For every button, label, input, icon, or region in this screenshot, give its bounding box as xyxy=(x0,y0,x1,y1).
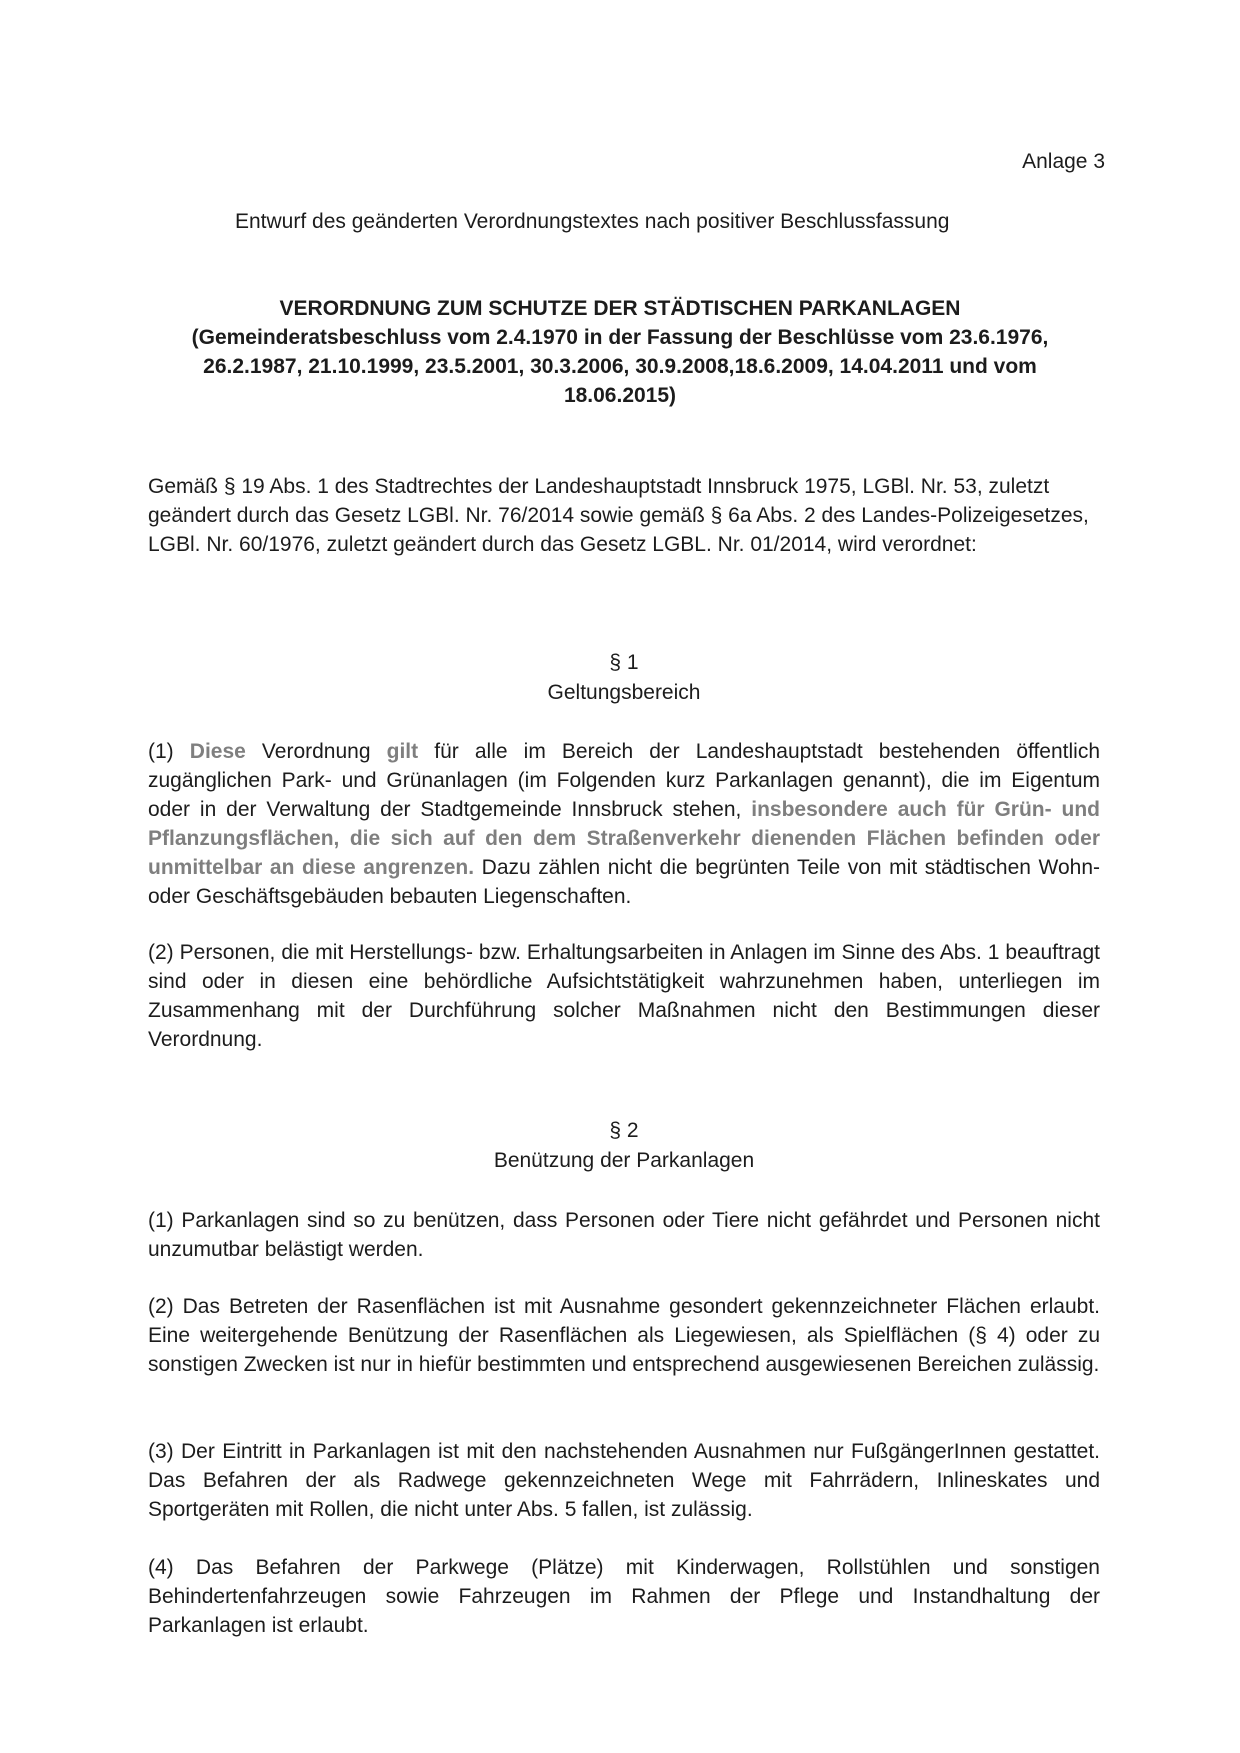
section-1-title: Geltungsbereich xyxy=(547,681,701,704)
title-line-4: 18.06.2015) xyxy=(563,384,677,407)
p1-prefix: (1) xyxy=(148,740,190,763)
section-2-paragraph-1: (1) Parkanlagen sind so zu benützen, dass Personen oder Tiere nicht gefährdet und Personen nicht unzumutbar belästigt werden. xyxy=(148,1209,1100,1261)
title-line-1: VERORDNUNG ZUM SCHUTZE DER STÄDTISCHEN PARKANLAGEN xyxy=(279,297,961,320)
section-1-heading xyxy=(148,648,1100,708)
section-2-paragraph-4: (4) Das Befahren der Parkwege (Plätze) mit Kinderwagen, Rollstühlen und sonstigen Behindertenfahrzeugen sowie Fahrzeugen im Rahmen der Pflege und Instandhaltung der Parkanlagen ist erlaubt. xyxy=(148,1556,1100,1637)
section-2-paragraph-3: (3) Der Eintritt in Parkanlagen ist mit den nachstehenden Ausnahmen nur FußgängerInnen gestattet. Das Befahren der als Radwege gekennzeichneten Wege mit Fahrrädern, Inlineskates und Sportgeräten mit Rollen, die nicht unter Abs. 5 fallen, ist zulässig. xyxy=(148,1440,1100,1521)
section-2-paragraph-2: (2) Das Betreten der Rasenflächen ist mit Ausnahme gesondert gekennzeichneter Flächen erlaubt. Eine weitergehende Benützung der Rasenflächen als Liegewiesen, als Spielflächen (§ 4) oder zu sonstigen Zwecken ist nur in hiefür bestimmten und entsprechend ausgewiesenen Bereichen zulässig. xyxy=(148,1295,1100,1376)
section-2-number: § 2 xyxy=(609,1119,639,1142)
title-line-3: 26.2.1987, 21.10.1999, 23.5.2001, 30.3.2006, 30.9.2008,18.6.2009, 14.04.2011 und vom xyxy=(203,355,1037,378)
draft-note: Entwurf des geänderten Verordnungstextes nach positiver Beschlussfassung xyxy=(235,210,950,233)
intro-paragraph: Gemäß § 19 Abs. 1 des Stadtrechtes der Landeshauptstadt Innsbruck 1975, LGBl. Nr. 53, zuletzt geändert durch das Gesetz LGBl. Nr. 76/2014 sowie gemäß § 6a Abs. 2 des Landes-Polizeigesetzes, LGBl. Nr. 60/1976, zuletzt geändert durch das Gesetz LGBL. Nr. 01/2014, wird verordnet: xyxy=(148,475,1089,556)
annex-label: Anlage 3 xyxy=(1022,150,1105,173)
regulation-title xyxy=(140,294,1100,410)
title-line-2: (Gemeinderatsbeschluss vom 2.4.1970 in der Fassung der Beschlüsse vom 23.6.1976, xyxy=(191,326,1049,349)
section-1-number: § 1 xyxy=(609,651,639,674)
section-2-heading xyxy=(148,1116,1100,1176)
p1-text-1: Verordnung xyxy=(245,740,387,763)
p1-text-3: Dazu zählen nicht die begrünten Teile von mit städtischen Wohn- oder Geschäftsgebäuden bebauten Liegenschaften. xyxy=(148,856,1100,908)
p1-highlight-insertion: insbesondere auch für Grün- und Pflanzungsflächen, die sich auf den dem Straßenverkehr dienenden Flächen befinden oder unmittelbar an diese angrenzen. xyxy=(148,798,1100,879)
section-2-title: Benützung der Parkanlagen xyxy=(493,1149,755,1172)
p1-highlight-gilt: gilt xyxy=(386,740,419,763)
section-1-paragraph-1 xyxy=(148,737,1100,911)
p1-text-2: für alle im Bereich der Landeshauptstadt bestehenden öffentlich zugänglichen Park- und Grünanlagen (im Folgenden kurz Parkanlagen genannt), die im Eigentum oder in der Verwaltung der Stadtgemeinde Innsbruck stehen, xyxy=(148,740,1101,821)
section-1-paragraph-2: (2) Personen, die mit Herstellungs- bzw. Erhaltungsarbeiten in Anlagen im Sinne des Abs. 1 beauftragt sind oder in diesen eine behördliche Aufsichtstätigkeit wahrzunehmen haben, unterliegen im Zusammenhang mit der Durchführung solcher Maßnahmen nicht den Bestimmungen dieser Verordnung. xyxy=(148,941,1100,1051)
p1-highlight-diese: Diese xyxy=(189,740,246,763)
